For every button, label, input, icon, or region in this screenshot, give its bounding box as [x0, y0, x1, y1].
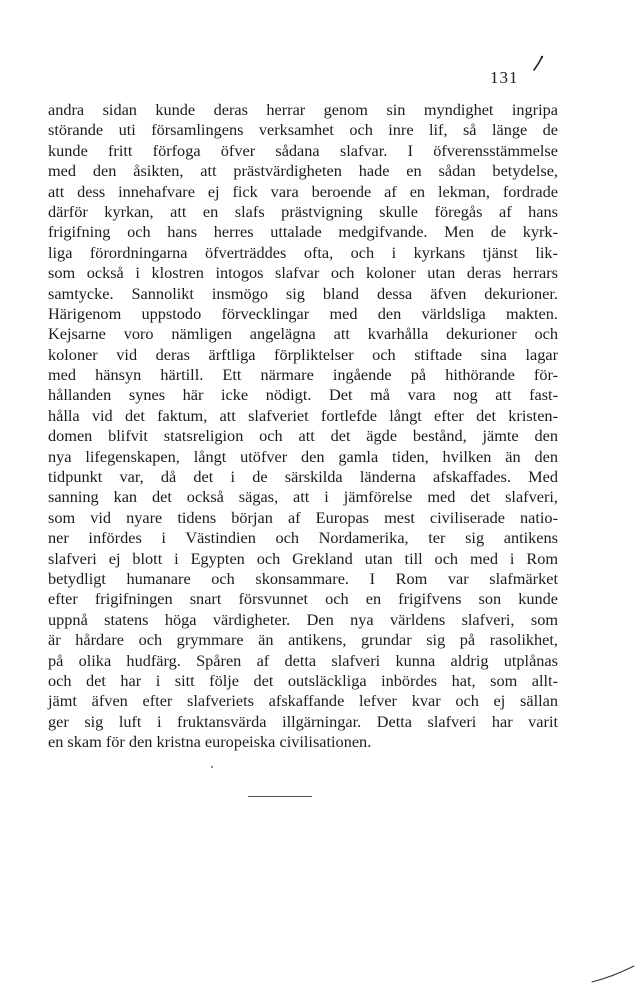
- text-line: hållanden synes här icke nödigt. Det må vara nog att fast-: [48, 385, 558, 405]
- text-line: med den åsikten, att prästvärdigheten hade en sådan betydelse,: [48, 161, 558, 181]
- text-line: ner infördes i Västindien och Nordamerika, ter sig antikens: [48, 528, 558, 548]
- text-line: att dess innehafvare ej fick vara beroende af en lekman, fordrade: [48, 181, 558, 201]
- text-line: samtycke. Sannolikt insmögo sig bland dessa äfven dekurioner.: [48, 283, 558, 303]
- text-line: kunde fritt förfoga öfver sådana slafvar. I öfverensstämmelse: [48, 140, 558, 160]
- text-line: koloner vid deras ärftliga förpliktelser och stiftade sina lagar: [48, 344, 558, 364]
- text-line: efter frigifningen snart försvunnet och en frigifvens son kunde: [48, 589, 558, 609]
- text-line: domen blifvit statsreligion och att det ägde bestånd, jämte den: [48, 426, 558, 446]
- text-line: nya lifegenskapen, långt utöfver den gamla tiden, hvilken än den: [48, 446, 558, 466]
- text-line: med hänsyn härtill. Ett närmare ingående på hithörande för-: [48, 365, 558, 385]
- text-line: därför kyrkan, att en slafs prästvigning skulle föregås af hans: [48, 201, 558, 221]
- ink-speck: [211, 766, 213, 768]
- text-line: hålla vid det faktum, att slafveriet fortlefde långt efter det kristen-: [48, 405, 558, 425]
- section-divider: [248, 796, 312, 797]
- pencil-mark-icon: [532, 54, 544, 74]
- page-number: 131: [490, 68, 519, 87]
- text-line: på olika hudfärg. Spåren af detta slafveri kunna aldrig utplånas: [48, 650, 558, 670]
- text-line: ger sig luft i fruktansvärda illgärningar. Detta slafveri har varit: [48, 711, 558, 731]
- text-line: andra sidan kunde deras herrar genom sin myndighet ingripa: [48, 100, 558, 119]
- text-line: är hårdare och grymmare än antikens, grundar sig på rasolikhet,: [48, 630, 558, 650]
- text-line: liga förordningarna öfverträddes ofta, och i kyrkans tjänst lik-: [48, 242, 558, 262]
- text-line-last: en skam för den kristna europeiska civilisationen.: [48, 732, 372, 752]
- text-line: tidpunkt var, då det i de särskilda länderna afskaffades. Med: [48, 467, 558, 487]
- text-line: som vid nyare tidens början af Europas mest civiliserade natio-: [48, 507, 558, 527]
- text-line: uppnå statens höga värdigheter. Den nya världens slafveri, som: [48, 609, 558, 629]
- text-line: som också i klostren intogos slafvar och koloner utan deras herrars: [48, 263, 558, 283]
- text-line: betydligt humanare och skonsammare. I Rom var slafmärket: [48, 568, 558, 588]
- text-line: frigifning och hans herres uttalade medgifvande. Men de kyrk-: [48, 222, 558, 242]
- body-text: [48, 100, 558, 753]
- pencil-stroke-icon: [588, 962, 636, 986]
- text-line: Härigenom uppstodo förvecklingar med den världsliga makten.: [48, 303, 558, 323]
- text-line: störande uti församlingens verksamhet och inre lif, så länge de: [48, 120, 558, 140]
- text-line: slafveri ej blott i Egypten och Grekland utan till och med i Rom: [48, 548, 558, 568]
- text-line: och det har i sitt följe det outsläckliga inbördes hat, som allt-: [48, 670, 558, 690]
- text-line: sanning kan det också sägas, att i jämförelse med det slafveri,: [48, 487, 558, 507]
- text-line: jämt äfven efter slafveriets afskaffande lefver kvar och ej sällan: [48, 691, 558, 711]
- text-line: Kejsarne voro nämligen angelägna att kvarhålla dekurioner och: [48, 324, 558, 344]
